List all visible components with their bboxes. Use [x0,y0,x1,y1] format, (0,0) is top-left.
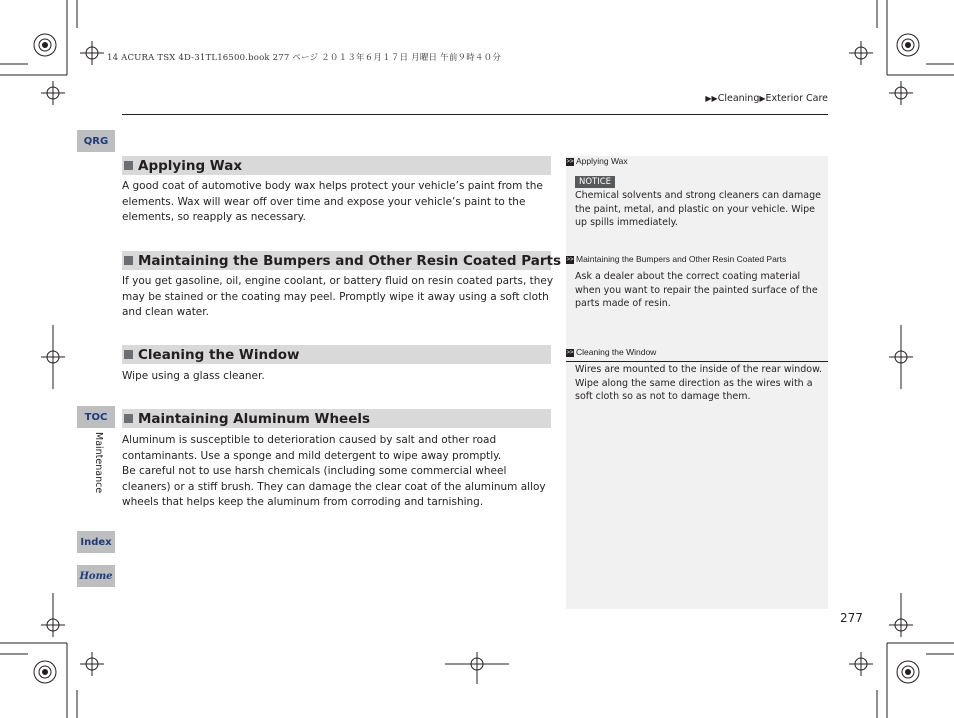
page-number: 277 [840,611,863,625]
print-header: 14 ACURA TSX 4D-31TL16500.book 277 ページ ２０１３年６月１７日 月曜日 午前９時４０分 [107,53,502,63]
note-rule [566,361,828,362]
square-bullet-icon [124,256,133,265]
note-title-bumpers[interactable]: >> Maintaining the Bumpers and Other Resin Coated Parts [566,254,787,264]
section-body-aluminum-wheels [122,433,554,511]
section-header-applying-wax: Applying Wax [122,156,551,175]
top-rule [122,114,828,115]
index-tab[interactable]: Index [77,531,115,553]
note-link-icon: >> [566,158,574,165]
note-link-icon: >> [566,256,574,263]
section-header-aluminum-wheels: Maintaining Aluminum Wheels [122,409,551,428]
breadcrumb-level1[interactable]: Cleaning [717,93,760,104]
qrg-tab[interactable]: QRG [77,130,115,152]
paragraph: Aluminum is susceptible to deterioration caused by salt and other road contaminants. Use a sponge and mild detergent to wipe away promptly. [122,434,502,462]
paragraph: Be careful not to use harsh chemicals (including some commercial wheel cleaners) or a stiff brush. They can damage the clear coat of the aluminum alloy wheels that helps keep the aluminum from corroding and tarnishing. [122,465,546,508]
breadcrumb-level2[interactable]: Exterior Care [765,93,828,104]
square-bullet-icon [124,414,133,423]
section-header-window: Cleaning the Window [122,345,551,364]
chapter-label: Maintenance [93,432,104,494]
toc-tab[interactable]: TOC [77,406,115,428]
note-text-window: Wires are mounted to the inside of the rear window. Wipe along the same direction as the wires with a soft cloth so as not to damage them. [575,364,823,402]
note-text-bumpers: Ask a dealer about the correct coating material when you want to repair the painted surface of the parts made of resin. [575,271,818,309]
note-title-window[interactable]: >> Cleaning the Window [566,347,657,357]
section-header-bumpers: Maintaining the Bumpers and Other Resin Coated Parts [122,251,551,270]
square-bullet-icon [124,161,133,170]
section-body-applying-wax: A good coat of automotive body wax helps protect your vehicle’s paint from the elements. Wax will wear off over time and expose your vehicle’s paint to the elements, so reapply as necessary. [122,180,543,223]
notice-badge: NOTICE [575,176,615,188]
arrow-icon: ▶ [759,94,766,103]
note-text-applying-wax: Chemical solvents and strong cleaners can damage the paint, metal, and plastic on your vehicle. Wipe up spills immediately. [575,190,821,228]
square-bullet-icon [124,350,133,359]
section-body-window: Wipe using a glass cleaner. [122,370,265,382]
section-body-bumpers: If you get gasoline, oil, engine coolant, or battery fluid on resin coated parts, they may be stained or the coating may peel. Promptly wipe it away using a soft cloth and clean water. [122,275,554,318]
note-link-icon: >> [566,349,574,356]
breadcrumb [705,93,828,104]
double-arrow-icon: ▶▶ [705,94,718,103]
home-tab[interactable]: Home [77,565,115,587]
note-title-applying-wax[interactable]: >> Applying Wax [566,156,628,166]
